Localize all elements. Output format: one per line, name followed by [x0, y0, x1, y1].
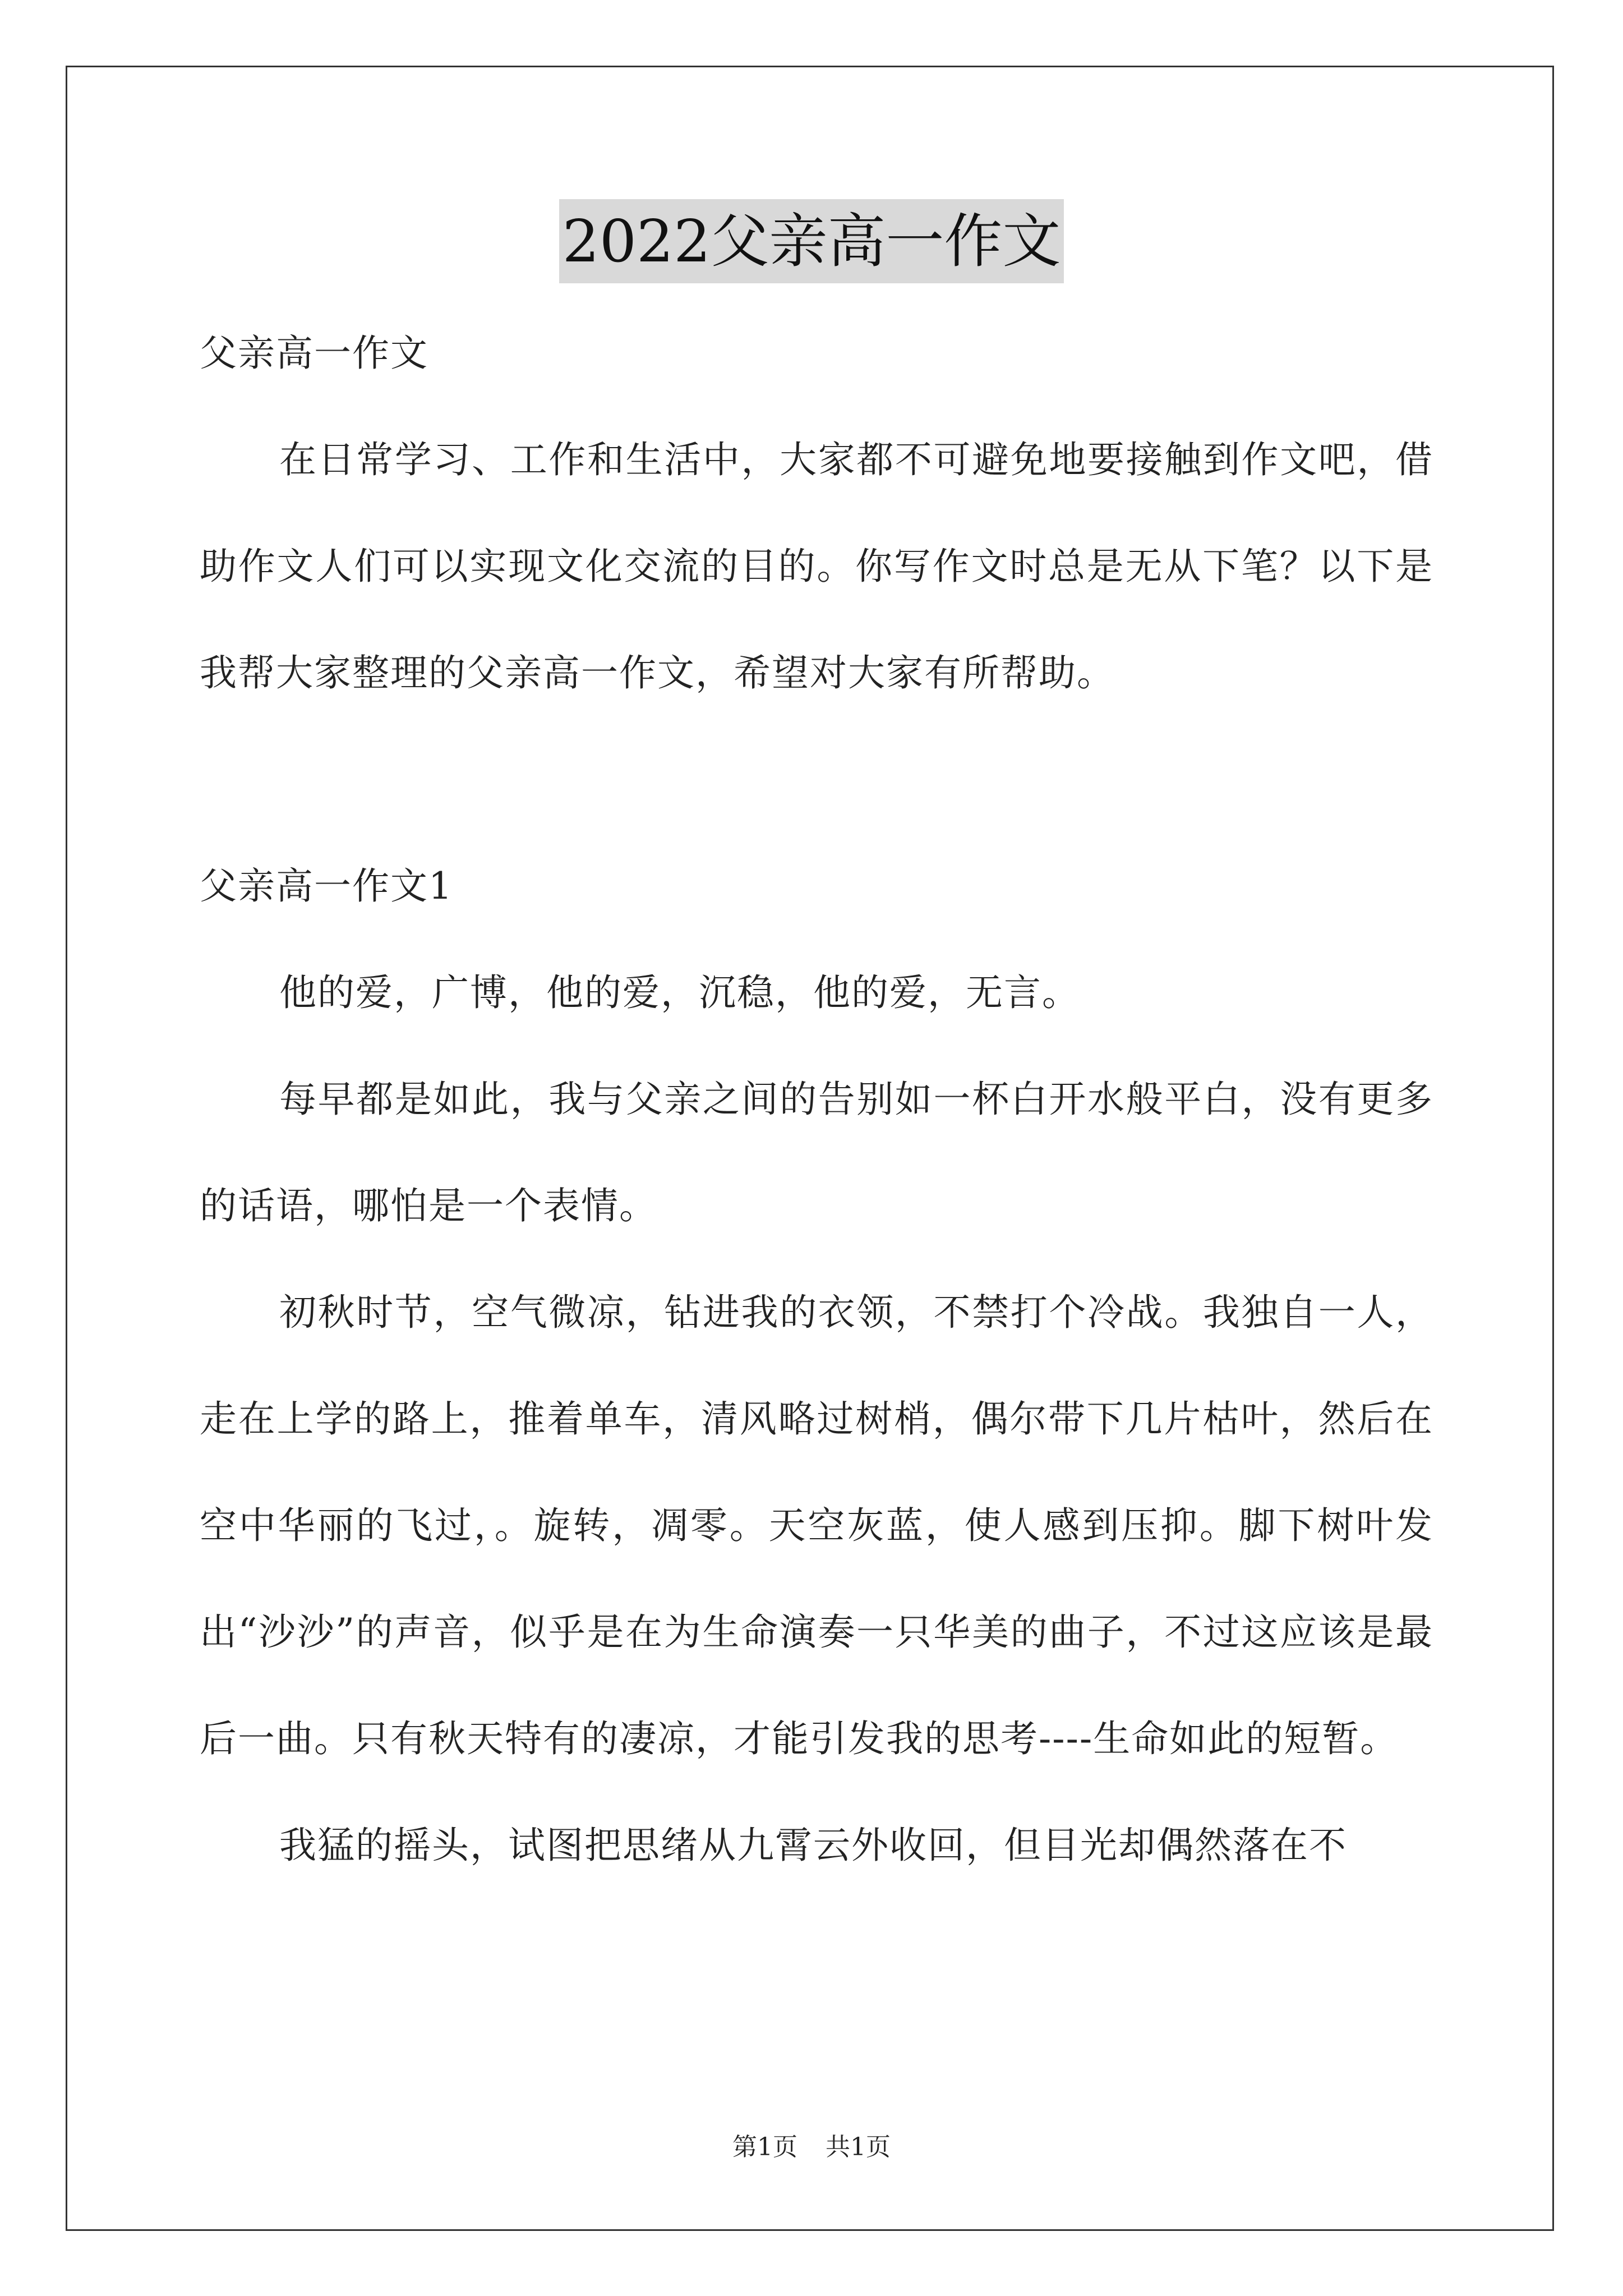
body-paragraph: 每早都是如此，我与父亲之间的告别如一杯白开水般平白，没有更多的话语，哪怕是一个表情。 — [200, 1078, 1433, 1227]
body-paragraph: 他的爱，广博，他的爱，沉稳，他的爱，无言。 — [279, 971, 1080, 1014]
blank-line — [200, 726, 1433, 833]
body-paragraph: 初秋时节，空气微凉，钻进我的衣领，不禁打个冷战。我独自一人，走在上学的路上，推着单车，清风略过树梢，偶尔带下几片枯叶，然后在空中华丽的飞过，。旋转，凋零。天空灰蓝，使人感到压抑。脚下树叶发出“沙沙”的声音，似乎是在为生命演奏一只华美的曲子，不过这应该是最后一曲。只有秋天特有的凄凉，才能引发我的思考----生命如此的短暂。 — [200, 1291, 1433, 1760]
section-heading: 父亲高一作文 — [200, 332, 428, 375]
body-paragraph: 我猛的摇头，试图把思绪从九霄云外收回，但目光却偶然落在不 — [279, 1824, 1347, 1867]
page-footer — [0, 2131, 1623, 2164]
title-container — [0, 199, 1623, 283]
document-title: 2022父亲高一作文 — [559, 199, 1064, 283]
essay-heading: 父亲高一作文1 — [200, 864, 453, 908]
intro-paragraph: 在日常学习、工作和生活中，大家都不可避免地要接触到作文吧，借助作文人们可以实现文化交流的目的。你写作文时总是无从下笔？以下是我帮大家整理的父亲高一作文，希望对大家有所帮助。 — [200, 438, 1433, 694]
page-number: 第1页 — [732, 2133, 797, 2161]
page-total: 共1页 — [826, 2133, 891, 2161]
document-body — [200, 300, 1433, 1899]
